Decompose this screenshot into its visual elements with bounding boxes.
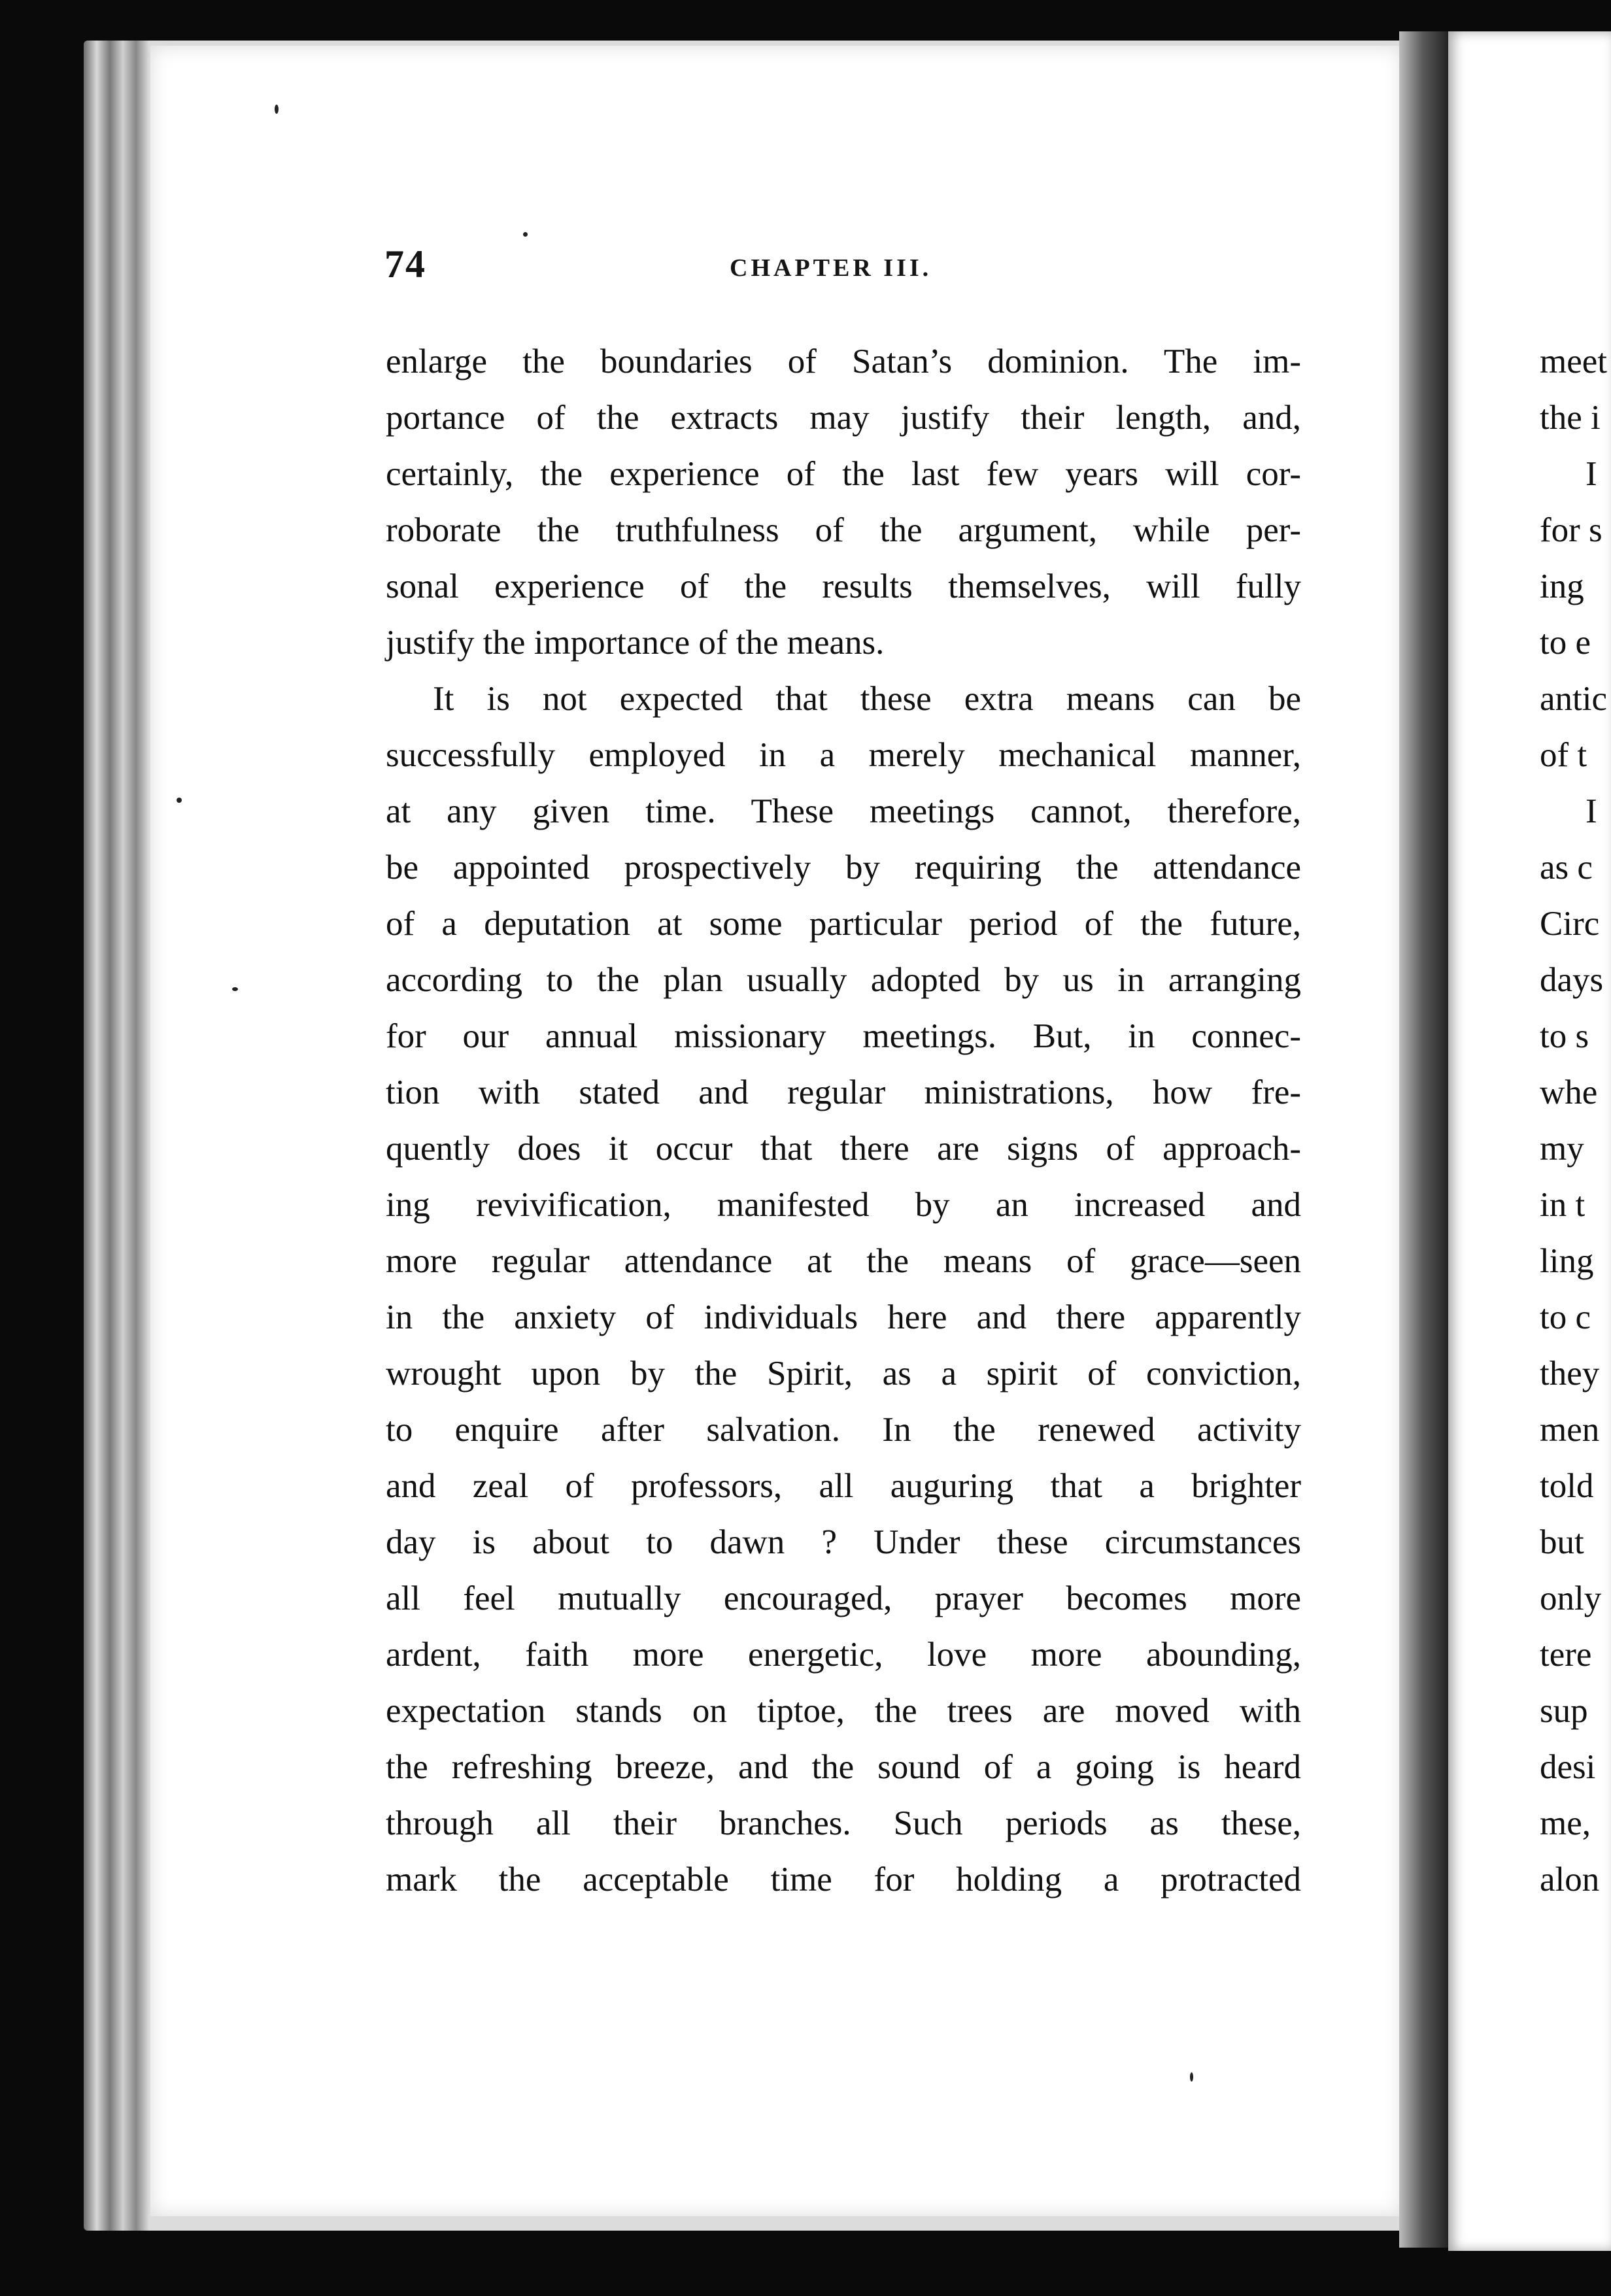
text-line: of a deputation at some particular period of the future, [386,905,1301,943]
text-line: expectation stands on tiptoe, the trees are moved with [386,1692,1301,1730]
facing-text-fragment: men [1540,1411,1600,1449]
text-line: be appointed prospectively by requiring the attendance [386,849,1301,886]
facing-text-fragment: told [1540,1467,1594,1505]
text-line: the refreshing breeze, and the sound of a going is heard [386,1748,1301,1786]
facing-text-fragment: meet [1540,343,1607,380]
text-line: enlarge the boundaries of Satan’s dominion. The im- [386,343,1301,380]
text-line: quently does it occur that there are signs of approach- [386,1130,1301,1168]
facing-text-fragment: but [1540,1523,1584,1561]
facing-text-fragment: ling [1540,1242,1594,1280]
text-line: according to the plan usually adopted by us in arranging [386,961,1301,999]
text-line: in the anxiety of individuals here and there apparently [386,1298,1301,1336]
facing-text-fragment: Circ [1540,905,1600,943]
facing-text-fragment: sup [1540,1692,1588,1730]
facing-text-fragment: in t [1540,1186,1586,1224]
text-line: portance of the extracts may justify their length, and, [386,399,1301,437]
running-head [384,242,1300,301]
text-line: ardent, faith more energetic, love more abounding, [386,1636,1301,1674]
text-line: mark the acceptable time for holding a protracted [386,1861,1301,1899]
dust-speck [523,232,528,237]
facing-text-fragment: of t [1540,736,1587,774]
facing-text-fragment: to c [1540,1298,1591,1336]
text-line: at any given time. These meetings cannot, therefore, [386,792,1301,830]
text-line: and zeal of professors, all auguring that a brighter [386,1467,1301,1505]
facing-text-fragment: days [1540,961,1604,999]
facing-text-fragment: tere [1540,1636,1592,1674]
dust-speck [275,105,279,114]
facing-text-fragment: the i [1540,399,1601,437]
text-line: through all their branches. Such periods as these, [386,1804,1301,1842]
text-line: certainly, the experience of the last few years will cor- [386,455,1301,493]
facing-page-text [1540,333,1611,1908]
facing-text-fragment: antic [1540,680,1607,718]
text-line: wrought upon by the Spirit, as a spirit of conviction, [386,1355,1301,1393]
dust-speck [177,798,182,803]
facing-text-fragment: me, [1540,1804,1591,1842]
chapter-heading: CHAPTER III. [730,254,932,282]
text-line: sonal experience of the results themselves, will fully [386,567,1301,605]
facing-text-fragment: whe [1540,1073,1598,1111]
facing-text-fragment: my [1540,1130,1584,1168]
facing-text-fragment: as c [1540,849,1593,886]
text-line: roborate the truthfulness of the argument, while per- [386,511,1301,549]
text-line: to enquire after salvation. In the renewed activity [386,1411,1301,1449]
text-line: more regular attendance at the means of grace—seen [386,1242,1301,1280]
text-line: day is about to dawn ? Under these circumstances [386,1523,1301,1561]
dust-speck [1190,2072,1193,2082]
facing-text-fragment: to e [1540,624,1591,662]
text-line: justify the importance of the means. [386,624,885,662]
text-line: for our annual missionary meetings. But, in connec- [386,1017,1301,1055]
text-line: tion with stated and regular ministrations, how fre- [386,1073,1301,1111]
book-gutter [1399,31,1451,2248]
facing-text-fragment: I [1586,792,1597,830]
text-line: all feel mutually encouraged, prayer becomes more [386,1579,1301,1617]
facing-text-fragment: alon [1540,1861,1600,1899]
facing-text-fragment: they [1540,1355,1600,1393]
body-text [386,333,1301,1908]
facing-text-fragment: only [1540,1579,1602,1617]
facing-text-fragment: desi [1540,1748,1596,1786]
facing-text-fragment: for s [1540,511,1603,549]
text-line: ing revivification, manifested by an increased and [386,1186,1301,1224]
text-line: It is not expected that these extra means can be [433,680,1301,718]
text-line: successfully employed in a merely mechanical manner, [386,736,1301,774]
facing-text-fragment: ing [1540,567,1584,605]
facing-text-fragment: I [1586,455,1597,493]
facing-text-fragment: to s [1540,1017,1589,1055]
dust-speck [232,987,238,991]
page-number: 74 [384,243,426,286]
